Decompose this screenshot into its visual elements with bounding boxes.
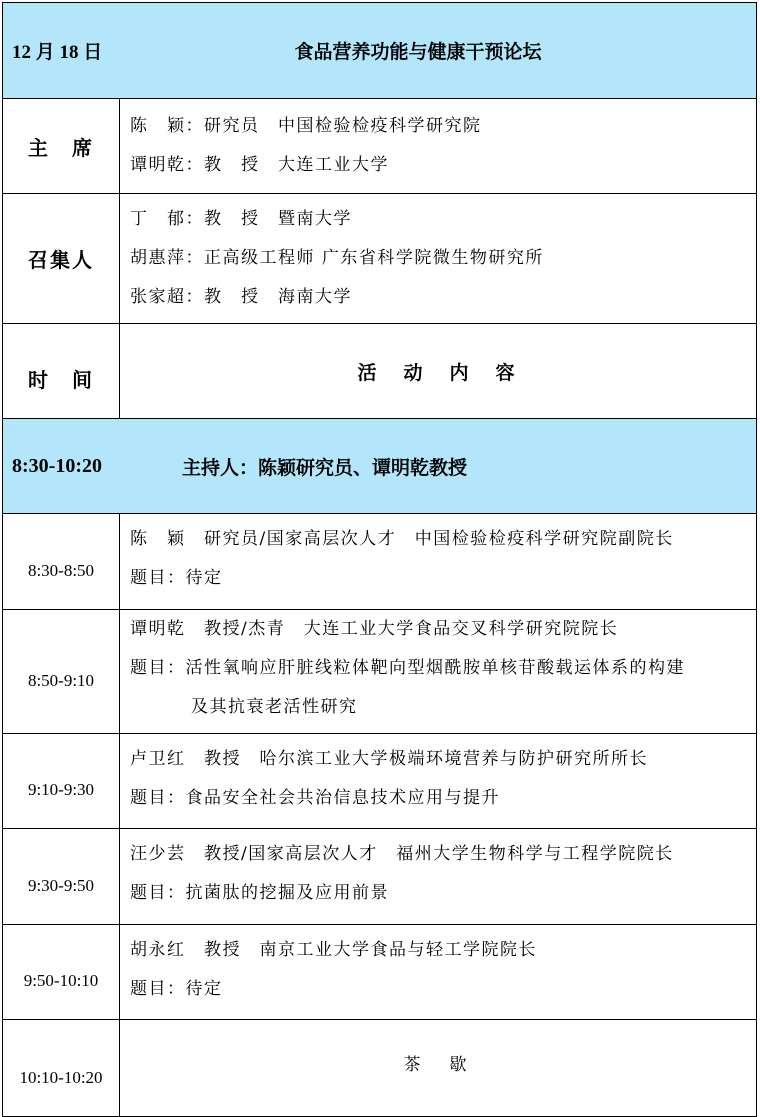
session-host: 主持人：陈颖研究员、谭明乾教授 — [182, 456, 468, 479]
talk-speaker: 陈 颖 研究员/国家高层次人才 中国检验检疫科学研究院副院长 — [130, 529, 674, 549]
talk-details — [120, 829, 757, 925]
forum-header-row — [3, 3, 757, 99]
talk-row — [3, 734, 757, 829]
talk-topic: 题目：抗菌肽的挖掘及应用前景 — [130, 883, 389, 903]
talk-speaker: 胡永红 教授 南京工业大学食品与轻工学院院长 — [130, 940, 537, 960]
tea-break-label: 茶 歇 — [120, 1020, 757, 1117]
chairs-row — [3, 99, 757, 194]
talk-time: 9:50-10:10 — [3, 925, 120, 1020]
chair-line: 陈 颖：研究员 中国检验检疫科学研究院 — [130, 116, 482, 136]
talk-row — [3, 514, 757, 610]
talk-topic: 题目：食品安全社会共治信息技术应用与提升 — [130, 788, 500, 808]
forum-date: 12 月 18 日 — [12, 42, 103, 63]
chairs-label: 主 席 — [3, 99, 120, 194]
schedule-table — [2, 2, 757, 1117]
activity-content-label: 活 动 内 容 — [120, 324, 757, 419]
talk-speaker: 谭明乾 教授/杰青 大连工业大学食品交叉科学研究院院长 — [130, 619, 619, 639]
forum-title: 食品营养功能与健康干预论坛 — [294, 41, 542, 63]
talk-topic: 题目：待定 — [130, 979, 223, 999]
tea-break-row — [3, 1020, 757, 1117]
talk-details — [120, 734, 757, 829]
talk-details — [120, 925, 757, 1020]
time-label: 时 间 — [3, 324, 120, 419]
session-header-row — [3, 419, 757, 514]
talk-time: 8:30-8:50 — [3, 514, 120, 610]
chairs-list — [120, 99, 757, 194]
conveners-label: 召集人 — [3, 194, 120, 324]
talk-time: 9:30-9:50 — [3, 829, 120, 925]
chair-line: 谭明乾：教 授 大连工业大学 — [130, 155, 389, 175]
talk-row — [3, 829, 757, 925]
talk-row — [3, 610, 757, 734]
talk-details — [120, 514, 757, 610]
talk-speaker: 卢卫红 教授 哈尔滨工业大学极端环境营养与防护研究所所长 — [130, 749, 648, 769]
session-time: 8:30-10:20 — [12, 454, 102, 477]
tea-break-time: 10:10-10:20 — [3, 1020, 120, 1117]
talk-details — [120, 610, 757, 734]
conveners-list — [120, 194, 757, 324]
talk-time: 9:10-9:30 — [3, 734, 120, 829]
session-header-cell — [3, 419, 757, 514]
talk-speaker: 汪少芸 教授/国家高层次人才 福州大学生物科学与工程学院院长 — [130, 844, 674, 864]
time-header-row — [3, 324, 757, 419]
talk-topic: 题目：活性氧响应肝脏线粒体靶向型烟酰胺单核苷酸载运体系的构建 — [130, 658, 685, 678]
forum-header-cell — [3, 3, 757, 99]
conveners-row — [3, 194, 757, 324]
talk-time: 8:50-9:10 — [3, 610, 120, 734]
convener-line: 张家超：教 授 海南大学 — [130, 287, 352, 307]
convener-line: 丁 郁：教 授 暨南大学 — [130, 209, 352, 229]
talk-row — [3, 925, 757, 1020]
talk-topic: 题目：待定 — [130, 568, 223, 588]
convener-line: 胡惠萍：正高级工程师 广东省科学院微生物研究所 — [130, 248, 544, 268]
talk-topic-continuation: 及其抗衰老活性研究 — [191, 697, 358, 717]
